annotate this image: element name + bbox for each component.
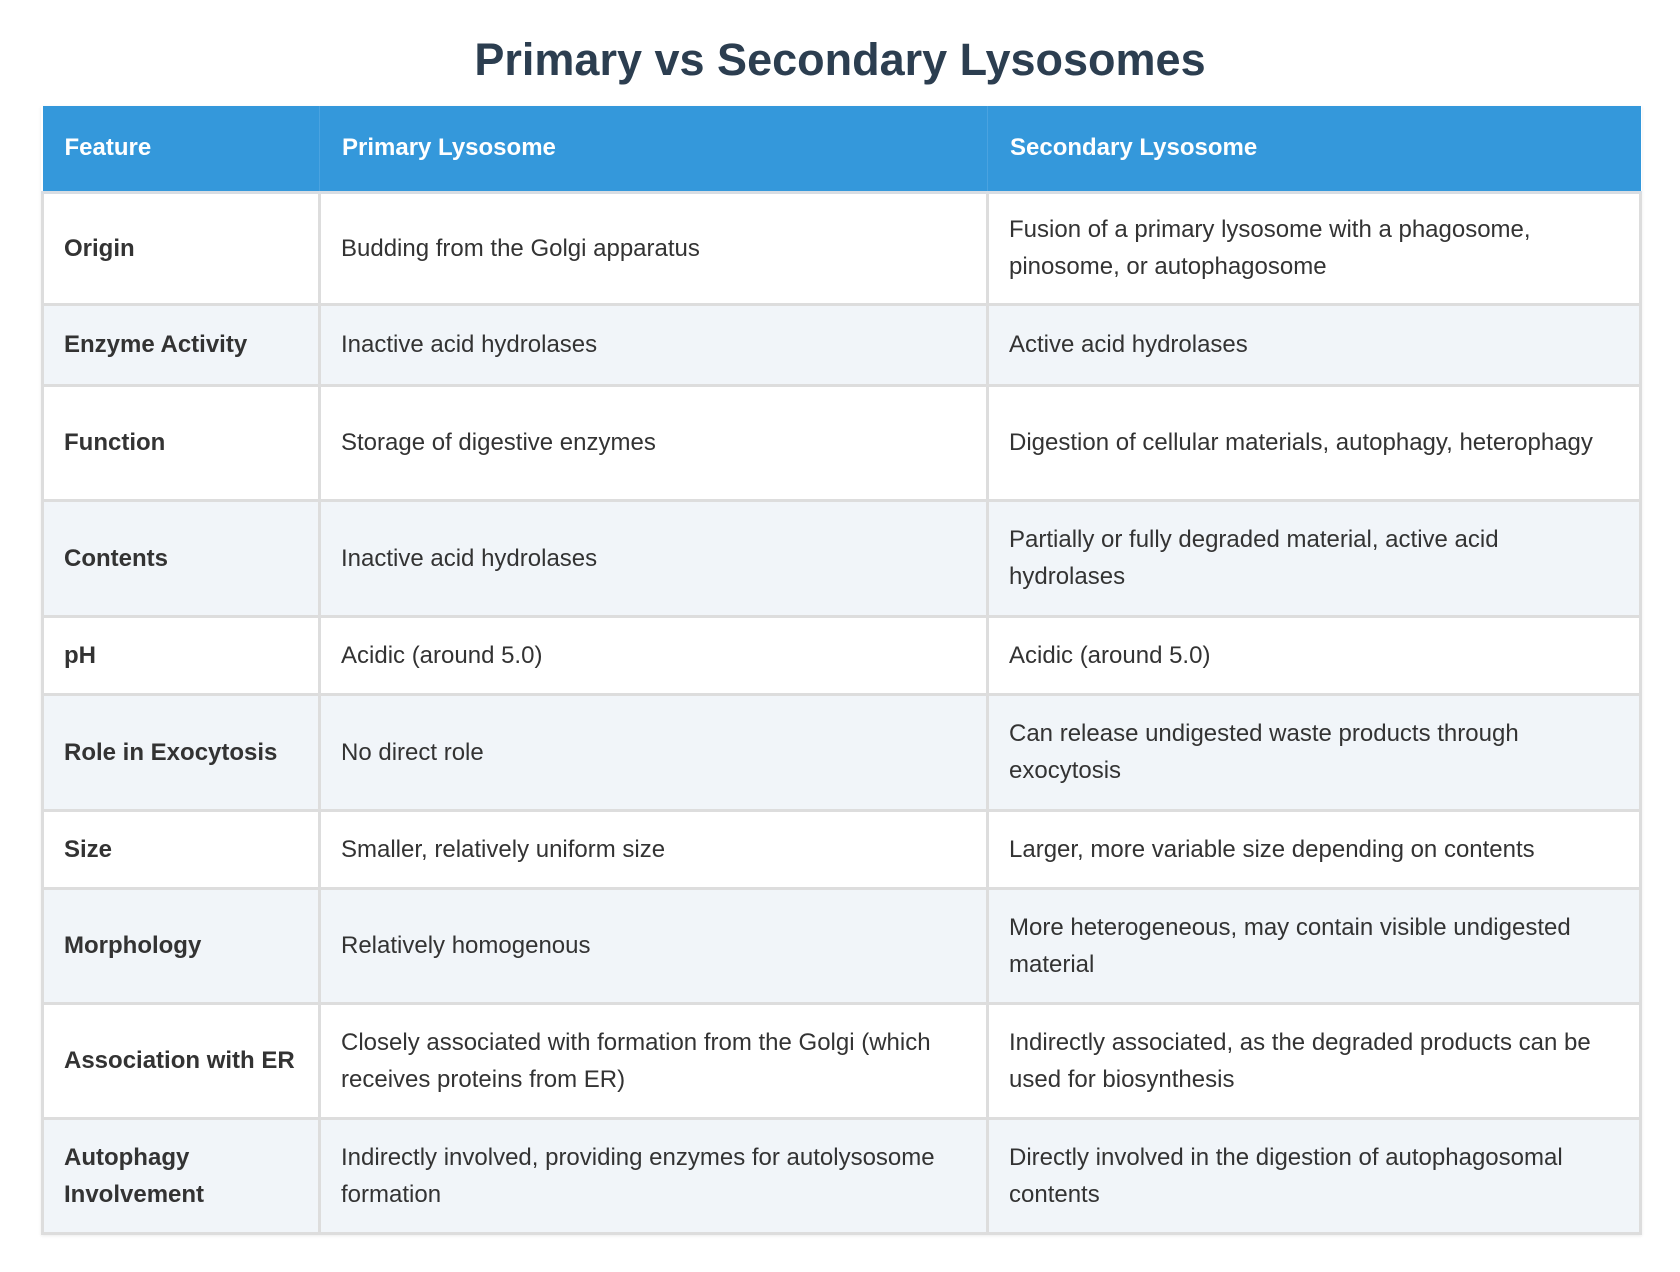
- comparison-table: [41, 106, 1642, 1235]
- table-body: [43, 192, 1641, 1233]
- page-title: Primary vs Secondary Lysosomes: [474, 34, 1206, 85]
- secondary-cell: Active acid hydrolases: [988, 304, 1641, 385]
- header-feature: Feature: [43, 106, 320, 192]
- header-secondary-lysosome: Secondary Lysosome: [988, 106, 1641, 192]
- table-row: [43, 304, 1641, 385]
- feature-cell: Morphology: [43, 888, 320, 1003]
- secondary-cell: Indirectly associated, as the degraded products can be used for biosynthesis: [988, 1003, 1641, 1118]
- primary-cell: Closely associated with formation from the Golgi (which receives proteins from ER): [320, 1003, 988, 1118]
- primary-cell: Storage of digestive enzymes: [320, 385, 988, 500]
- table-row: [43, 1003, 1641, 1118]
- table-row: [43, 192, 1641, 304]
- feature-cell: Role in Exocytosis: [43, 694, 320, 810]
- table-row: [43, 888, 1641, 1003]
- primary-cell: Budding from the Golgi apparatus: [320, 192, 988, 304]
- feature-cell: Enzyme Activity: [43, 304, 320, 385]
- table-row: [43, 810, 1641, 888]
- primary-cell: Inactive acid hydrolases: [320, 500, 988, 616]
- primary-cell: Relatively homogenous: [320, 888, 988, 1003]
- feature-cell: Autophagy Involvement: [43, 1118, 320, 1233]
- feature-cell: Contents: [43, 500, 320, 616]
- secondary-cell: Larger, more variable size depending on contents: [988, 810, 1641, 888]
- secondary-cell: Can release undigested waste products through exocytosis: [988, 694, 1641, 810]
- feature-cell: Size: [43, 810, 320, 888]
- feature-cell: Origin: [43, 192, 320, 304]
- feature-cell: Function: [43, 385, 320, 500]
- secondary-cell: Directly involved in the digestion of autophagosomal contents: [988, 1118, 1641, 1233]
- primary-cell: Inactive acid hydrolases: [320, 304, 988, 385]
- table-row: [43, 694, 1641, 810]
- feature-cell: pH: [43, 616, 320, 694]
- table-row: [43, 616, 1641, 694]
- header-primary-lysosome: Primary Lysosome: [320, 106, 988, 192]
- secondary-cell: Digestion of cellular materials, autophagy, heterophagy: [988, 385, 1641, 500]
- table-row: [43, 1118, 1641, 1233]
- primary-cell: Indirectly involved, providing enzymes for autolysosome formation: [320, 1118, 988, 1233]
- header-row: [43, 106, 1641, 192]
- table-row: [43, 500, 1641, 616]
- secondary-cell: Fusion of a primary lysosome with a phagosome, pinosome, or autophagosome: [988, 192, 1641, 304]
- secondary-cell: More heterogeneous, may contain visible undigested material: [988, 888, 1641, 1003]
- primary-cell: Smaller, relatively uniform size: [320, 810, 988, 888]
- table-header: [43, 106, 1641, 192]
- secondary-cell: Partially or fully degraded material, active acid hydrolases: [988, 500, 1641, 616]
- primary-cell: Acidic (around 5.0): [320, 616, 988, 694]
- secondary-cell: Acidic (around 5.0): [988, 616, 1641, 694]
- feature-cell: Association with ER: [43, 1003, 320, 1118]
- primary-cell: No direct role: [320, 694, 988, 810]
- table-row: [43, 385, 1641, 500]
